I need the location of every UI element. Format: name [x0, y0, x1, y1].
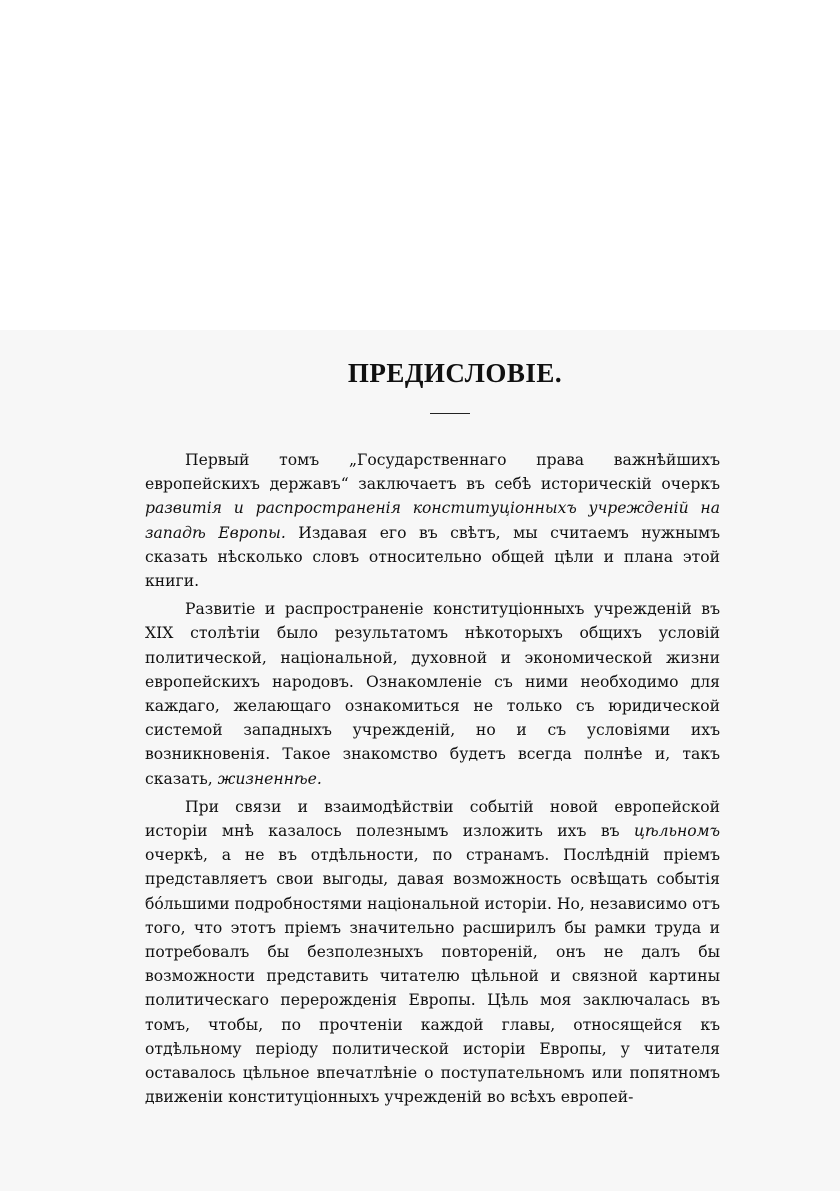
paragraph-2-italic-1: жизненнѣе.: [217, 769, 322, 788]
paragraph-1-text-1: Первый томъ „Государственнаго права важнѣйшихъ европейскихъ державъ“ заключаетъ въ себѣ историческій очеркъ: [145, 451, 720, 494]
paragraph-3-text-2: очеркѣ, а не въ отдѣльности, по странамъ. Послѣдній пріемъ представляетъ свои выгоды, давая возможность освѣщать событія бо́льшими подробностями національной исторіи. Но, независимо отъ того, что этотъ пріемъ значительно расширилъ бы рамки труда и потребовалъ бы безполезныхъ повтореній, онъ не далъ бы возможности представить читателю цѣльной и связной картины политическаго перерожденія Европы. Цѣль моя заключалась въ томъ, чтобы, по прочтеніи каждой главы, относящейся къ отдѣльному періоду политической исторіи Европы, у читателя оставалось цѣльное впечатлѣніе о поступательномъ или попятномъ движеніи конституціонныхъ учрежденій во всѣхъ европей-: [145, 846, 720, 1107]
paragraph-2-text-1: Развитіе и распространеніе конституціонныхъ учрежденій въ XIX столѣтіи было результатомъ нѣкоторыхъ общихъ условій политической, національной, духовной и экономической жизни европейскихъ народовъ. Ознакомленіе съ ними необходимо для каждаго, желающаго ознакомиться не только съ юридической системой западныхъ учрежденій, но и съ условіями ихъ возникновенія. Такое знакомство будетъ всегда полнѣе и, такъ сказать,: [145, 600, 720, 788]
paragraph-3-text-1: При связи и взаимодѣйствіи событій новой европейской исторіи мнѣ казалось полезнымъ изложить ихъ въ: [145, 797, 720, 841]
preface-body: [145, 448, 720, 1109]
book-page: [145, 355, 720, 1109]
title-divider: [430, 413, 470, 414]
paragraph-1-italic-1: развитія и распространенія конституціонныхъ учрежденій на западѣ Европы.: [145, 499, 720, 542]
paragraph-2: [145, 597, 720, 791]
page-title: ПРЕДИСЛОВІЕ.: [347, 358, 563, 388]
paragraph-3: [145, 795, 720, 1110]
paragraph-1-text-2: Издавая его въ свѣтъ, мы считаемъ нужнымъ сказать нѣсколько словъ относительно общей цѣли и плана этой книги.: [145, 523, 720, 591]
paragraph-1: [145, 448, 720, 593]
paragraph-3-italic-1: цѣльномъ: [633, 822, 720, 841]
